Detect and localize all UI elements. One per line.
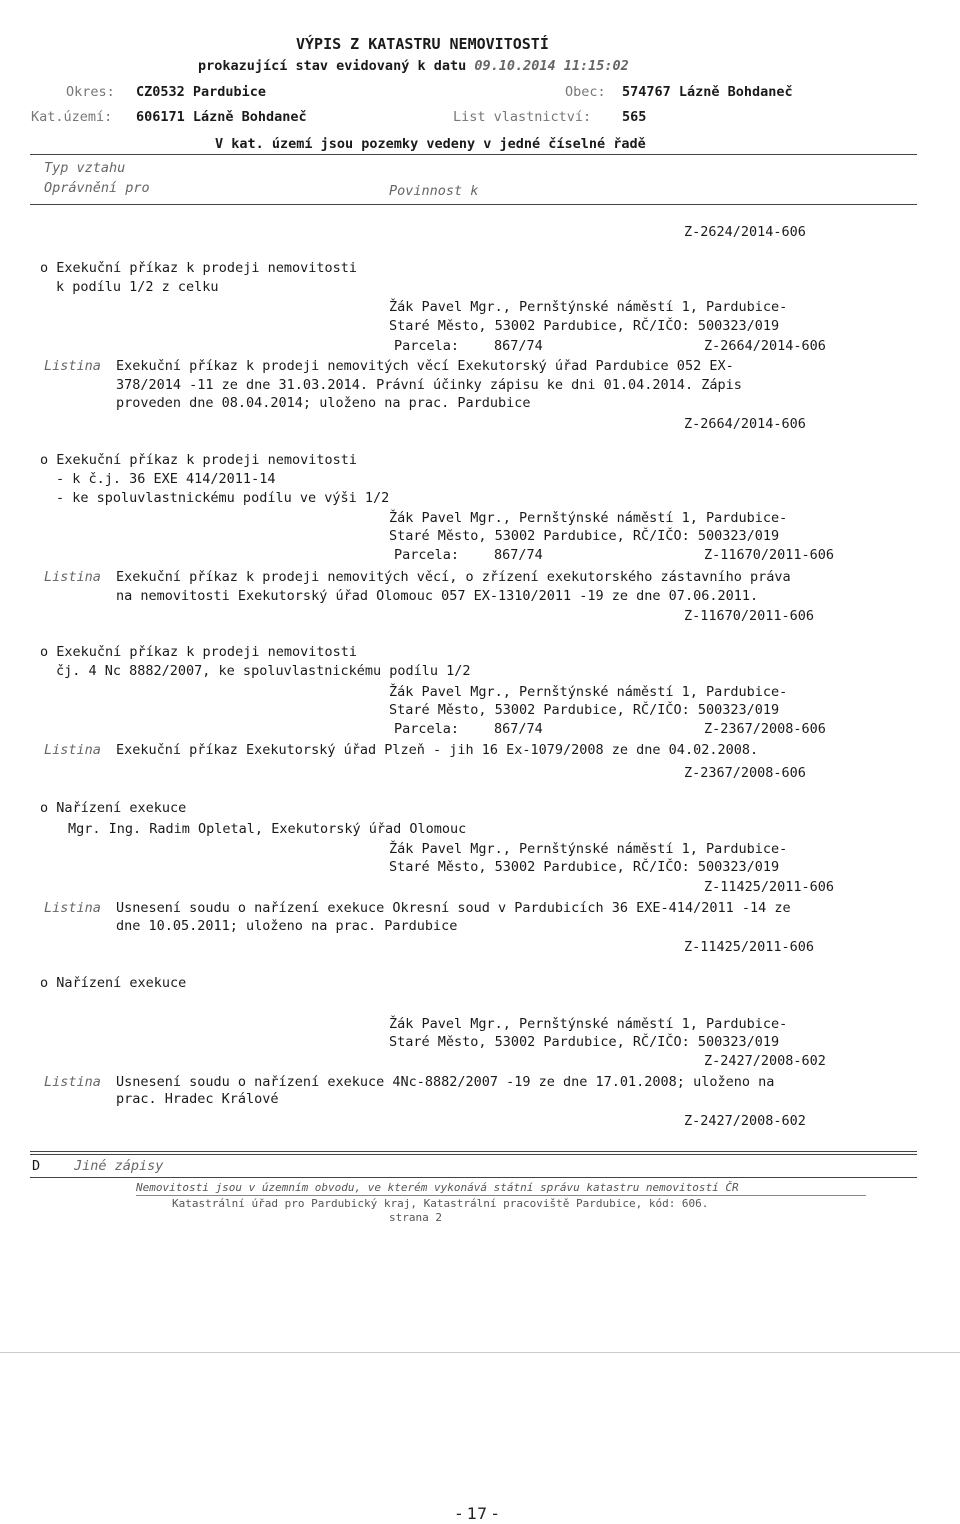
typ-vztahu-label: Typ vztahu (44, 160, 126, 176)
entry1-party2: Staré Město, 53002 Pardubice, RČ/IČO: 500323/019 (389, 318, 780, 334)
entry1-parcela-ref: Z-2664/2014-606 (704, 338, 826, 354)
entry1-party1: Žák Pavel Mgr., Pernštýnské náměstí 1, Pardubice- (389, 299, 788, 315)
obec-label: Obec: (565, 84, 606, 100)
entry4-party2: Staré Město, 53002 Pardubice, RČ/IČO: 500323/019 (389, 859, 780, 875)
entry4-listina-line1: Usnesení soudu o nařízení exekuce Okresní soud v Pardubicích 36 EXE-414/2011 -14 ze (116, 900, 791, 916)
entry4-listina-label: Listina (44, 900, 101, 916)
column-header-divider (30, 204, 917, 205)
entry3-parcela-value: 867/74 (494, 721, 543, 737)
entry2-line2: - k č.j. 36 EXE 414/2011-14 (56, 471, 276, 487)
entry5-listina-label: Listina (44, 1074, 101, 1090)
entry2-listina-label: Listina (44, 569, 101, 585)
footer-underline (136, 1195, 866, 1196)
entry1-title: o Exekuční příkaz k prodeji nemovitosti (40, 260, 357, 276)
document-title: VÝPIS Z KATASTRU NEMOVITOSTÍ (296, 35, 549, 53)
entry4-ref: Z-11425/2011-606 (684, 939, 815, 955)
entry2-ref: Z-11670/2011-606 (684, 608, 815, 624)
entry1-line2: k podílu 1/2 z celku (56, 279, 219, 295)
section-d-top-divider-2 (30, 1154, 917, 1155)
list-label: List vlastnictví: (453, 109, 592, 125)
obec-value: 574767 Lázně Bohdaneč (622, 84, 793, 100)
page-edge-line (0, 1352, 960, 1353)
entry1-parcela-label: Parcela: (394, 338, 460, 354)
entry1-listina-label: Listina (44, 358, 101, 374)
entry5-party2: Staré Město, 53002 Pardubice, RČ/IČO: 500323/019 (389, 1034, 780, 1050)
povinnost-k-label: Povinnost k (389, 183, 479, 199)
footer-line2: Katastrální úřad pro Pardubický kraj, Katastrální pracoviště Pardubice, kód: 606. (172, 1197, 709, 1210)
subtitle-prefix: prokazující stav evidovaný k datu (198, 58, 467, 74)
entry4-listina-line2: dne 10.05.2011; uloženo na prac. Pardubice (116, 918, 458, 934)
subtitle (198, 58, 629, 74)
entry1-listina-line3: proveden dne 08.04.2014; uloženo na prac. Pardubice (116, 395, 531, 411)
entry3-parcela-label: Parcela: (394, 721, 460, 737)
entry3-party1: Žák Pavel Mgr., Pernštýnské náměstí 1, Pardubice- (389, 684, 788, 700)
entry1-top-ref: Z-2624/2014-606 (684, 224, 806, 240)
entry2-party1: Žák Pavel Mgr., Pernštýnské náměstí 1, Pardubice- (389, 510, 788, 526)
rada-note: V kat. území jsou pozemky vedeny v jedné číselné řadě (215, 136, 646, 152)
entry2-parcela-label: Parcela: (394, 547, 460, 563)
section-d-letter: D (32, 1158, 41, 1174)
section-d-title: Jiné zápisy (74, 1158, 164, 1174)
entry1-listina-line2: 378/2014 -11 ze dne 31.03.2014. Právní účinky zápisu ke dni 01.04.2014. Zápis (116, 377, 742, 393)
entry3-listina-line1: Exekuční příkaz Exekutorský úřad Plzeň - jih 16 Ex-1079/2008 ze dne 04.02.2008. (116, 742, 759, 758)
entry5-listina-line1: Usnesení soudu o nařízení exekuce 4Nc-8882/2007 -19 ze dne 17.01.2008; uloženo na (116, 1074, 775, 1090)
opravneni-pro-label: Oprávnění pro (44, 180, 150, 196)
entry2-listina-line2: na nemovitosti Exekutorský úřad Olomouc 057 EX-1310/2011 -19 ze dne 07.06.2011. (116, 588, 759, 604)
footer-line1: Nemovitosti jsou v územním obvodu, ve kterém vykonává státní správu katastru nemovitostí ČR (136, 1181, 739, 1194)
entry5-ref: Z-2427/2008-602 (684, 1113, 806, 1129)
entry3-party2: Staré Město, 53002 Pardubice, RČ/IČO: 500323/019 (389, 702, 780, 718)
entry4-title: o Nařízení exekuce (40, 800, 187, 816)
okres-label: Okres: (66, 84, 115, 100)
entry5-party-ref: Z-2427/2008-602 (704, 1053, 826, 1069)
entry1-listina-line1: Exekuční příkaz k prodeji nemovitých věcí Exekutorský úřad Pardubice 052 EX- (116, 358, 734, 374)
entry5-listina-line2: prac. Hradec Králové (116, 1091, 279, 1107)
entry2-listina-line1: Exekuční příkaz k prodeji nemovitých věcí, o zřízení exekutorského zástavního práva (116, 569, 791, 585)
entry3-title: o Exekuční příkaz k prodeji nemovitosti (40, 644, 357, 660)
section-d-top-divider (30, 1151, 917, 1152)
list-value: 565 (622, 109, 647, 125)
entry1-parcela-value: 867/74 (494, 338, 543, 354)
entry3-parcela-ref: Z-2367/2008-606 (704, 721, 826, 737)
footer-page-label: strana 2 (389, 1211, 442, 1224)
katuzemi-value: 606171 Lázně Bohdaneč (136, 109, 307, 125)
evidence-date: 09.10.2014 11:15:02 (474, 58, 629, 74)
entry5-title: o Nařízení exekuce (40, 975, 187, 991)
entry2-parcela-ref: Z-11670/2011-606 (704, 547, 835, 563)
entry2-parcela-value: 867/74 (494, 547, 543, 563)
page-number: - 17 - (456, 1504, 499, 1523)
entry2-title: o Exekuční příkaz k prodeji nemovitosti (40, 452, 357, 468)
entry3-ref: Z-2367/2008-606 (684, 765, 806, 781)
entry5-party1: Žák Pavel Mgr., Pernštýnské náměstí 1, Pardubice- (389, 1016, 788, 1032)
entry1-ref: Z-2664/2014-606 (684, 416, 806, 432)
entry3-line2: čj. 4 Nc 8882/2007, ke spoluvlastnickému podílu 1/2 (56, 663, 471, 679)
entry4-party1: Žák Pavel Mgr., Pernštýnské náměstí 1, Pardubice- (389, 841, 788, 857)
section-d-bottom-divider (30, 1177, 917, 1178)
entry3-listina-label: Listina (44, 742, 101, 758)
katuzemi-label: Kat.území: (31, 109, 113, 125)
entry2-party2: Staré Město, 53002 Pardubice, RČ/IČO: 500323/019 (389, 528, 780, 544)
okres-value: CZ0532 Pardubice (136, 84, 267, 100)
entry4-party-ref: Z-11425/2011-606 (704, 879, 835, 895)
entry4-line2: Mgr. Ing. Radim Opletal, Exekutorský úřad Olomouc (68, 821, 467, 837)
header-divider (30, 154, 917, 155)
entry2-line3: - ke spoluvlastnickému podílu ve výši 1/2 (56, 490, 390, 506)
